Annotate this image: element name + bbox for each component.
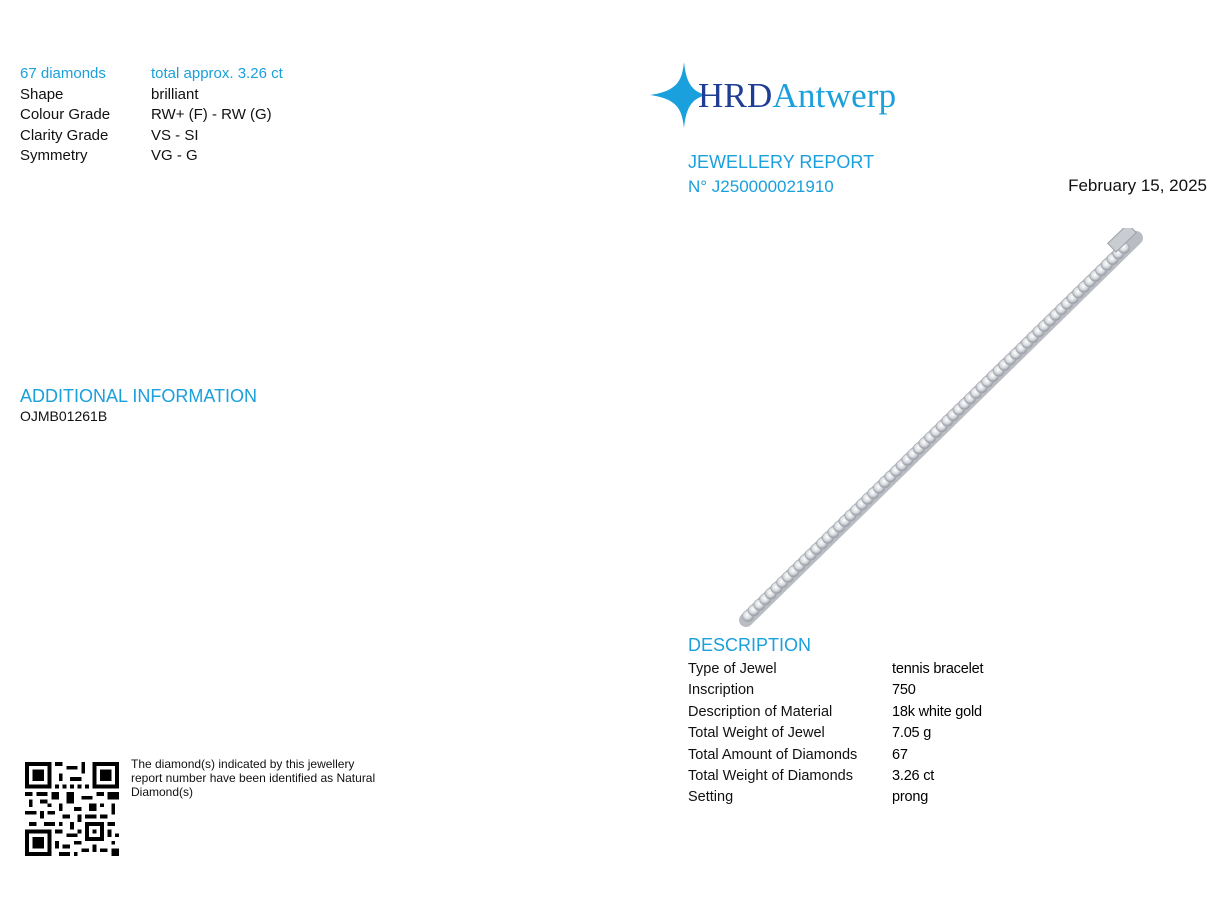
description-table (688, 659, 983, 809)
description-label: Description of Material (688, 703, 833, 720)
description-row (688, 745, 983, 766)
diamond-row-value: VG - G (151, 147, 198, 164)
description-label: Total Amount of Diamonds (688, 746, 858, 763)
description-row (688, 680, 983, 701)
report-number: N° J250000021910 (688, 177, 834, 196)
bracelet-image (736, 228, 1146, 630)
description-row (688, 787, 983, 808)
description-value: 67 (892, 746, 908, 763)
report-date: February 15, 2025 (1068, 176, 1207, 195)
description-value: 3.26 ct (892, 768, 935, 785)
description-row (688, 659, 983, 680)
diamond-row-label: Symmetry (20, 147, 88, 164)
diamond-row (20, 85, 283, 106)
description-value: 7.05 g (892, 725, 932, 742)
diamond-row-label: Clarity Grade (20, 126, 109, 144)
description-title: DESCRIPTION (688, 635, 812, 655)
description-row (688, 702, 983, 723)
hrd-antwerp-logo (698, 76, 896, 116)
diamond-count: 67 diamonds (20, 65, 106, 82)
additional-info-title: ADDITIONAL INFORMATION (20, 386, 258, 406)
description-label: Total Weight of Diamonds (688, 768, 853, 785)
diamond-header-row (20, 64, 283, 85)
diamond-row-value: RW+ (F) - RW (G) (151, 106, 272, 123)
natural-diamond-note: The diamond(s) indicated by this jewellery report number have been identified as Natural Diamond(s) (131, 757, 376, 799)
diamond-row (20, 146, 283, 167)
diamond-total-weight: total approx. 3.26 ct (151, 65, 283, 82)
description-value: prong (892, 789, 929, 806)
diamond-row (20, 126, 283, 147)
description-label: Inscription (688, 682, 755, 699)
qr-code (25, 762, 119, 856)
diamond-details (20, 64, 283, 167)
diamond-row-value: brilliant (151, 85, 199, 103)
description-value: 18k white gold (892, 703, 982, 720)
description-value: tennis bracelet (892, 661, 984, 677)
diamond-row-label: Colour Grade (20, 106, 111, 123)
logo-part-hrd: HRD (698, 76, 773, 115)
logo-part-antwerp: Antwerp (772, 76, 897, 115)
description-label: Setting (688, 789, 734, 806)
description-row (688, 723, 983, 744)
report-title: JEWELLERY REPORT (688, 152, 875, 172)
description-value: 750 (892, 682, 916, 699)
diamond-row-value: VS - SI (151, 126, 199, 144)
diamond-row-label: Shape (20, 85, 64, 103)
description-row (688, 766, 983, 787)
additional-info-value: OJMB01261B (20, 408, 108, 424)
diamond-row (20, 105, 283, 126)
description-label: Total Weight of Jewel (688, 725, 825, 742)
description-label: Type of Jewel (688, 661, 777, 677)
